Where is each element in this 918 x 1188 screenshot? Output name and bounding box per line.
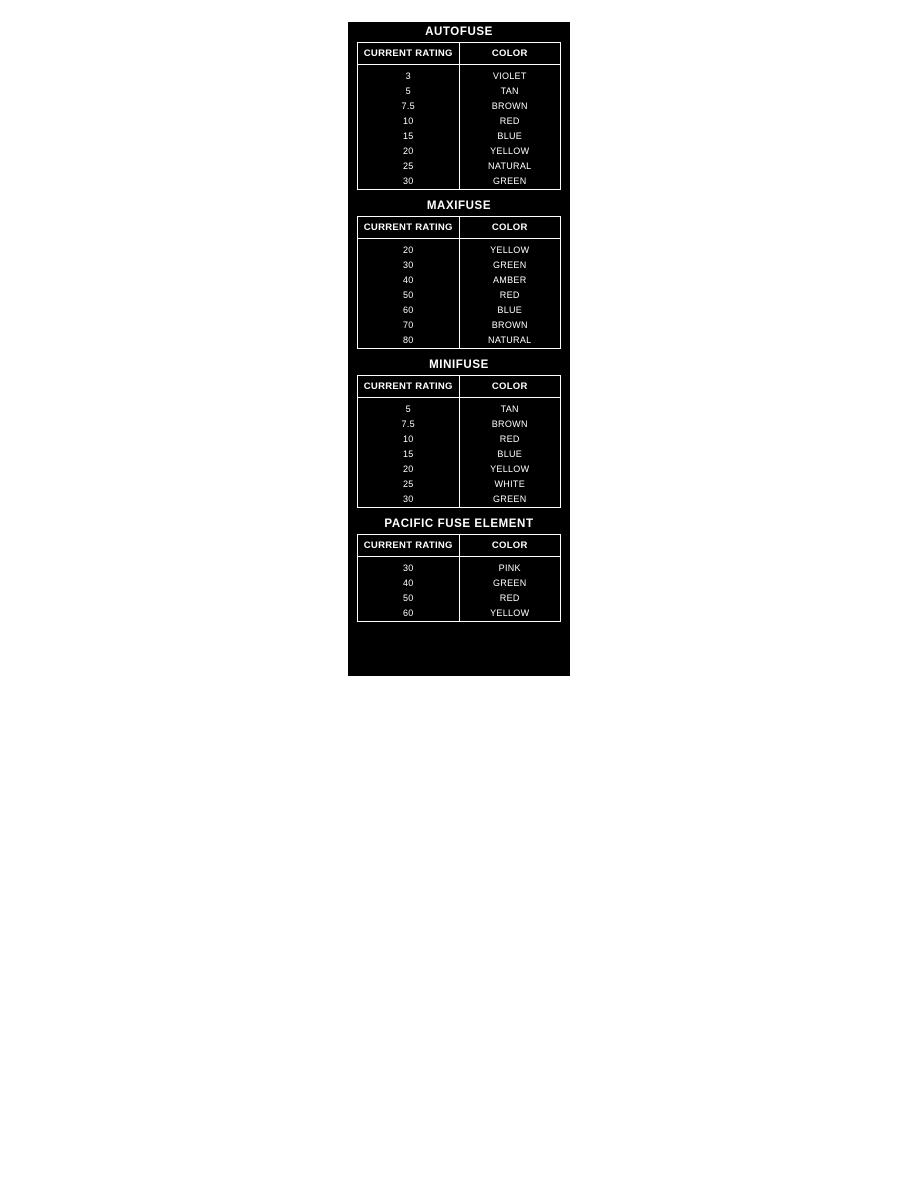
cell-current-rating: 25 [358,477,460,492]
cell-color: NATURAL [459,333,561,349]
cell-color: RED [459,591,561,606]
cell-current-rating: 15 [358,129,460,144]
table-row [358,447,561,462]
table-row [358,318,561,333]
cell-color: PINK [459,557,561,577]
fuse-table [357,534,561,622]
fuse-table [357,216,561,349]
cell-current-rating: 20 [358,144,460,159]
cell-current-rating: 60 [358,606,460,622]
table-row [358,239,561,259]
table-row [358,557,561,577]
cell-color: BROWN [459,99,561,114]
table-row [358,114,561,129]
table-row [358,432,561,447]
table-row [358,398,561,418]
cell-color: WHITE [459,477,561,492]
cell-color: RED [459,288,561,303]
section-title: MAXIFUSE [426,200,492,212]
fuse-table [357,42,561,190]
fuse-table [357,375,561,508]
table-row [358,333,561,349]
cell-color: BLUE [459,129,561,144]
cell-color: BROWN [459,417,561,432]
cell-current-rating: 10 [358,432,460,447]
fuse-section-autofuse [348,22,570,190]
cell-color: BLUE [459,303,561,318]
table-header-row [358,217,561,239]
section-title: MINIFUSE [429,359,489,371]
table-header-row [358,376,561,398]
table-row [358,492,561,508]
cell-current-rating: 10 [358,114,460,129]
cell-color: NATURAL [459,159,561,174]
cell-current-rating: 30 [358,492,460,508]
column-header-color: COLOR [459,43,561,65]
cell-color: YELLOW [459,239,561,259]
table-row [358,576,561,591]
cell-current-rating: 7.5 [358,99,460,114]
table-row [358,462,561,477]
cell-current-rating: 3 [358,65,460,85]
cell-color: BROWN [459,318,561,333]
section-title: AUTOFUSE [425,26,493,38]
cell-current-rating: 30 [358,174,460,190]
column-header-current-rating: CURRENT RATING [358,43,460,65]
column-header-color: COLOR [459,535,561,557]
cell-current-rating: 5 [358,398,460,418]
table-row [358,288,561,303]
cell-color: TAN [459,398,561,418]
cell-current-rating: 70 [358,318,460,333]
cell-current-rating: 20 [358,239,460,259]
table-row [358,258,561,273]
table-row [358,591,561,606]
cell-color: GREEN [459,258,561,273]
fuse-section-maxifuse [348,196,570,349]
column-header-current-rating: CURRENT RATING [358,535,460,557]
cell-color: YELLOW [459,144,561,159]
cell-color: VIOLET [459,65,561,85]
fuse-section-pacific-fuse-element [348,514,570,622]
table-row [358,303,561,318]
table-row [358,273,561,288]
cell-color: GREEN [459,576,561,591]
cell-color: AMBER [459,273,561,288]
cell-current-rating: 60 [358,303,460,318]
column-header-current-rating: CURRENT RATING [358,376,460,398]
column-header-color: COLOR [459,376,561,398]
table-row [358,159,561,174]
cell-color: BLUE [459,447,561,462]
column-header-color: COLOR [459,217,561,239]
fuse-identification-chart [348,22,570,676]
fuse-section-minifuse [348,355,570,508]
cell-current-rating: 80 [358,333,460,349]
cell-current-rating: 40 [358,576,460,591]
table-header-row [358,535,561,557]
cell-color: GREEN [459,492,561,508]
cell-current-rating: 30 [358,557,460,577]
cell-color: TAN [459,84,561,99]
cell-current-rating: 30 [358,258,460,273]
table-row [358,65,561,85]
table-row [358,144,561,159]
cell-color: YELLOW [459,462,561,477]
table-row [358,417,561,432]
cell-current-rating: 40 [358,273,460,288]
section-title: PACIFIC FUSE ELEMENT [384,518,534,530]
cell-current-rating: 7.5 [358,417,460,432]
table-row [358,129,561,144]
cell-color: RED [459,114,561,129]
table-row [358,606,561,622]
cell-current-rating: 20 [358,462,460,477]
table-row [358,99,561,114]
cell-current-rating: 50 [358,591,460,606]
column-header-current-rating: CURRENT RATING [358,217,460,239]
cell-current-rating: 25 [358,159,460,174]
cell-color: GREEN [459,174,561,190]
cell-current-rating: 50 [358,288,460,303]
cell-current-rating: 5 [358,84,460,99]
table-row [358,174,561,190]
table-row [358,84,561,99]
table-row [358,477,561,492]
table-header-row [358,43,561,65]
cell-current-rating: 15 [358,447,460,462]
cell-color: RED [459,432,561,447]
cell-color: YELLOW [459,606,561,622]
